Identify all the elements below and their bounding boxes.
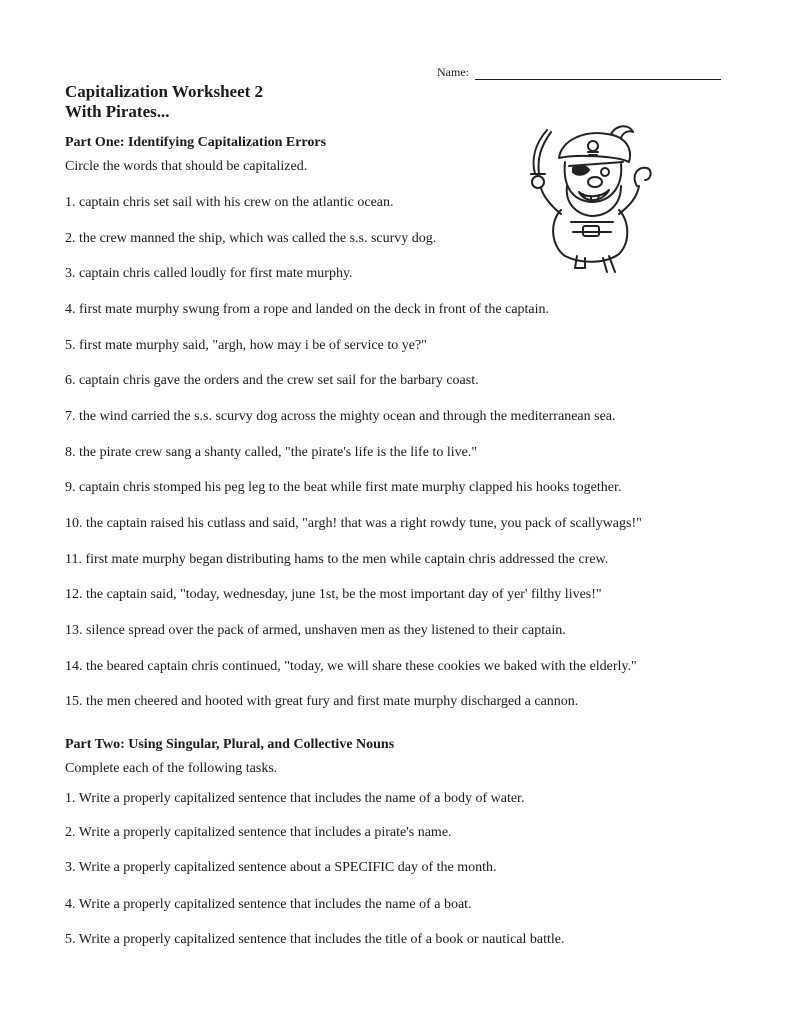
pirate-cartoon-icon [525,122,655,274]
name-field[interactable] [437,65,721,80]
title-line-1: Capitalization Worksheet 2 [65,82,264,101]
part-one-item-7: 7. the wind carried the s.s. scurvy dog across the mighty ocean and through the mediterranean sea. [65,409,616,424]
name-blank-line[interactable] [475,68,721,80]
part-one-item-12: 12. the captain said, "today, wednesday, june 1st, be the most important day of yer' filthy lives!" [65,587,602,602]
part-one-item-14: 14. the beared captain chris continued, "today, we will share these cookies we baked with the elderly." [65,659,637,674]
worksheet-title [65,82,263,122]
part-two-heading: Part Two: Using Singular, Plural, and Collective Nouns [65,737,395,752]
part-one-heading: Part One: Identifying Capitalization Errors [65,135,327,150]
part-one-item-10: 10. the captain raised his cutlass and said, "argh! that was a right rowdy tune, you pack of scallywags!" [65,516,642,531]
title-line-2: With Pirates... [65,102,170,121]
part-one-item-3: 3. captain chris called loudly for first mate murphy. [65,266,353,281]
part-two-item-2: 2. Write a properly capitalized sentence that includes a pirate's name. [65,825,452,840]
part-one-instruction: Circle the words that should be capitalized. [65,159,308,174]
part-one-item-9: 9. captain chris stomped his peg leg to the beat while first mate murphy clapped his hooks together. [65,480,622,495]
part-two-item-3: 3. Write a properly capitalized sentence about a SPECIFIC day of the month. [65,860,497,875]
part-two-item-5: 5. Write a properly capitalized sentence that includes the title of a book or nautical battle. [65,932,565,947]
part-one-item-2: 2. the crew manned the ship, which was called the s.s. scurvy dog. [65,231,437,246]
part-one-item-6: 6. captain chris gave the orders and the crew set sail for the barbary coast. [65,373,479,388]
part-two-item-4: 4. Write a properly capitalized sentence that includes the name of a boat. [65,897,472,912]
part-one-item-4: 4. first mate murphy swung from a rope and landed on the deck in front of the captain. [65,302,550,317]
part-one-item-13: 13. silence spread over the pack of armed, unshaven men as they listened to their captain. [65,623,566,638]
part-one-item-5: 5. first mate murphy said, "argh, how may i be of service to ye?" [65,338,427,353]
part-one-item-8: 8. the pirate crew sang a shanty called, "the pirate's life is the life to live." [65,445,478,460]
part-two-instruction: Complete each of the following tasks. [65,761,278,776]
part-one-item-15: 15. the men cheered and hooted with great fury and first mate murphy discharged a cannon. [65,694,579,709]
part-two-item-1: 1. Write a properly capitalized sentence that includes the name of a body of water. [65,791,525,806]
part-one-item-1: 1. captain chris set sail with his crew on the atlantic ocean. [65,195,394,210]
name-label: Name: [437,65,469,79]
part-one-item-11: 11. first mate murphy began distributing hams to the men while captain chris addressed the crew. [65,552,609,567]
